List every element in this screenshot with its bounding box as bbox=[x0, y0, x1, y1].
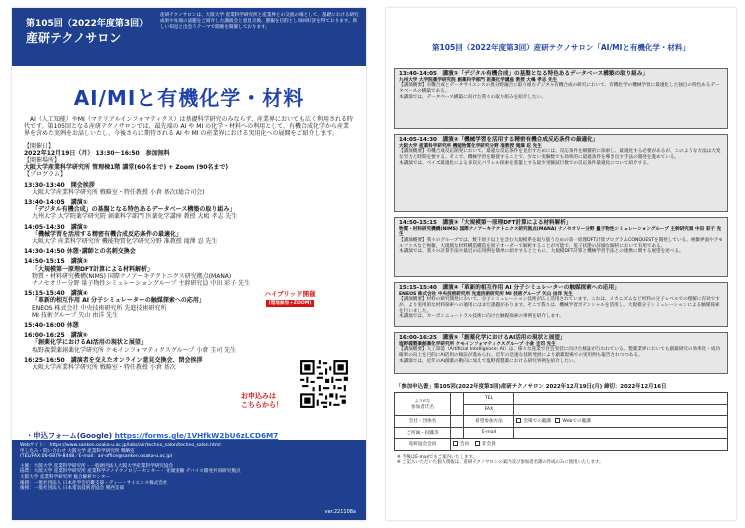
affiliation-field[interactable] bbox=[451, 427, 464, 439]
program-detail: 「革新的相互作用 AI 分子シミュレーターの触媒探索への応用」 bbox=[32, 297, 205, 305]
program-time: 14:05-14:30 講演② bbox=[24, 223, 88, 231]
registration-form bbox=[394, 380, 728, 466]
event-number: 第105回（2022年度第3回） bbox=[26, 19, 149, 29]
talk-box-1 bbox=[394, 68, 728, 129]
event-venue: 大阪大学産業科学研究所 管理棟1階 講堂(60名まで) + Zoom (90名まで) bbox=[24, 164, 229, 172]
organizer-line-1: 主催：大阪大学 産業科学研究所・一般財団法人大阪大学産業科学研究協会 bbox=[20, 463, 174, 469]
participant-name-field[interactable] bbox=[451, 393, 464, 416]
program-detail: ENEOS 株式会社 中央技術研究所 先進技術研究所 bbox=[32, 304, 167, 312]
member-checkbox[interactable] bbox=[453, 441, 458, 446]
participation-method-label: 希望参加方法 bbox=[464, 416, 514, 428]
email-field[interactable] bbox=[514, 427, 728, 439]
apply-callout bbox=[241, 392, 283, 409]
non-member-checkbox[interactable] bbox=[475, 441, 480, 446]
event-name: 産研テクノサロン bbox=[26, 31, 122, 45]
program-detail: 九州大学 大学院薬学研究院 創薬科学部門 医薬化学講座 教授 大嶋 孝志 先生 bbox=[32, 213, 238, 221]
talk-speaker: ENEOS 株式会社 中央技術研究所 先進技術研究所 MI 技術グループ 矢山 由洋 先生 bbox=[399, 291, 573, 297]
program-detail: 大阪大学 産業科学研究所 機能物質化学研究分野 准教授 滝澤 忍 先生 bbox=[32, 238, 218, 246]
talk-note: 本講演では、ベイズ最適化による多次元パラレル探索を基盤とする最少実験試行数での反応条件最適化について紹介する。 bbox=[399, 160, 652, 166]
registration-notes bbox=[394, 455, 728, 466]
participation-method-field: 会場での聴講 Webでの聴講 bbox=[514, 416, 728, 428]
fax-label: FAX bbox=[464, 404, 514, 416]
program-time: 15:15-15:40 講演④ bbox=[24, 290, 88, 298]
talk-note: 本講演では、近年のAI創薬の動向に加えて塩野義製薬における研究事例を紹介したい。 bbox=[399, 358, 579, 364]
footer-banner bbox=[12, 440, 366, 520]
organizer-line-5: 後援：一般社団法人 日本電気技術者協会 関西支部 bbox=[20, 486, 124, 492]
program-detail: MI 技術グループ 矢山 由洋 先生 bbox=[32, 311, 119, 319]
talk-title: 13:40-14:05 講演①「デジタル有機合成」の基盤となる特色あるデータベース構築の取り組み」 bbox=[399, 71, 649, 77]
note-line: ※ ご記入いただいた個人情報は、産研テクノサロンの案内及び参加者名簿の作成のみに使用いたします。 bbox=[397, 460, 604, 466]
flyer-front-page bbox=[12, 8, 366, 520]
hybrid-subtitle: (現地参加＋ZOOM) bbox=[266, 300, 315, 307]
web-label: Webサイト： bbox=[20, 443, 49, 448]
header-banner bbox=[12, 8, 366, 66]
contact-tel: (TEL/FAX:06-6879-8448／E-mail：air-office@sanken.osaka-u.ac.jp) bbox=[20, 454, 173, 460]
member-field: 会員 非会員 bbox=[451, 439, 728, 451]
organizer-line-3: 大阪大学 産業科学研究所 総合解析センター bbox=[20, 474, 111, 480]
back-page-title: 第105回（2022年度第3回）産研テクノサロン「AI/MIと有機化学・材料」 bbox=[432, 43, 690, 52]
program-time: 13:40-14:05 講演① bbox=[24, 199, 88, 207]
program-time: 13:30-13:40 開会挨拶 bbox=[24, 181, 95, 189]
talk-title: 16:00-16:25 講演⑤「創薬化学におけるAI活用の現状と展望」 bbox=[399, 335, 566, 341]
intro-paragraph: AI（人工知能）やMI（マテリアルインフォマティクス）は基礎科学研究のみならず、産業界においても広く利用される時代です。第105回となる産研テクノサロンでは、最先端の AI や MI の化学・材料への利用として、有機合成化学から産業界を含めた実例をお話しいたし、今後さらに期待される AI や MI の産業界における実用化への展開をご紹介します。 bbox=[24, 116, 353, 138]
talk-note: 本講演では、カーボンニュートラル技術に向けた触媒探索の事例を紹介します。 bbox=[399, 314, 564, 320]
program-detail: ナノセオリー分野 量子物性シミュレーショングループ 主幹研究員 中田 彩子 先生 bbox=[32, 280, 251, 288]
company-label: 会社・団体名 bbox=[395, 416, 451, 428]
talk-box-2 bbox=[394, 134, 728, 212]
talk-box-4 bbox=[394, 282, 728, 327]
talk-speaker: 大阪大学 産業科学研究所 機能物質化学研究分野 准教授 滝澤 忍 先生 bbox=[399, 143, 542, 149]
talk-note: 本講演では、データベース構築に向けた我々の取り組みを紹介したい。 bbox=[399, 94, 546, 100]
participant-name-label: ふりがな 参加者氏名 bbox=[395, 393, 451, 416]
program-detail: 物質・材料研究機構(NIMS) 国際ナノアーキテクトニクス研究拠点(MANA) bbox=[32, 272, 232, 280]
page-title: AI/MIと有機化学・材料 bbox=[73, 86, 305, 110]
talk-box-3 bbox=[394, 217, 728, 277]
talk-speaker: 塩野義製薬創薬化学研究所 ケモインフォマティクスグループ 小倉 圭司 先生 bbox=[399, 341, 556, 347]
online-form-label: ・申込フォーム(Google) bbox=[26, 431, 113, 440]
program-detail: 「機械学習を活用する精密有機合成反応条件の最適化」 bbox=[32, 230, 183, 238]
talk-abstract: 【講演概要】有機合成反応開発において、最適な反応条件を見出すためには、反応条件を網羅的に探索し、最適化する必要があるが、このような方法は大変な労力と時間を要する。そこで、機械学習を駆使することで、少ない実験数でも効率的に最適条件を導き出す手法の開発を進めている。 bbox=[399, 149, 721, 160]
online-form-link[interactable]: https://forms.gle/1VHfkW2bU6zLCD6M7 bbox=[114, 431, 279, 440]
company-field[interactable] bbox=[451, 416, 464, 428]
talk-abstract: 【講演概要】有機合成とデータサイエンスの異分野融合に取り組むデジタル有機合成の研究において、有機化学の機械学習に最適化した独自の特色あるデータベースの構築である。 bbox=[399, 83, 720, 94]
website-link[interactable]: https://www.sanken.osaka-u.ac.jp/labs/air/techno_salon/techno_salon.html bbox=[49, 443, 221, 448]
venue-label: 【開催場所】 bbox=[24, 157, 61, 165]
tel-label: TEL bbox=[464, 393, 514, 405]
program-label: 【プログラム】 bbox=[24, 171, 66, 179]
member-label: 産研協会会員 bbox=[395, 439, 451, 451]
program-detail: 「デジタル有機合成」の基盤となる特色あるデータベース構築の取り組み」 bbox=[32, 206, 236, 214]
apply-line-2: こちらから！ bbox=[241, 400, 283, 409]
registration-table bbox=[394, 392, 728, 451]
contact-line: 申し込み・問い合わせ 大阪大学 産業科学研究所 戦略室 bbox=[20, 448, 135, 454]
flyer-body bbox=[24, 116, 354, 371]
talk-title: 14:50-15:15 講演③「大規模第一原理DFT計算による材料解析」 bbox=[399, 220, 572, 226]
event-intro: 産研テクノサロンは、大阪大学 産業科学研究所と産業界との交流の場として、基礎における研究成果や先端の話題をご紹介した講演会と意見交換、懇親を目的とし毎回好評を得ております。新しい知見と出会うテーマで開催を開催しております。 bbox=[160, 13, 359, 30]
talk-abstract: 【講演概要】材料の研究開発において、分子シミュレーション技術が広く活用されています。これは、メカニズムなど材料の分子レベルでの理解に有効ですが、より実用的な材料探索への適用にはまだ課題があります。そこで我々は、機械学習ポテンシャルを活用し、大規模分子シミュレーションによる触媒探索を行いました。 bbox=[399, 297, 720, 314]
talk-abstract: 【講演概要】我々のグループでは、数千原子以上を含む大規模系を取り扱うための第一原理DFT計算プログラムCONQUESTを開発している。複雑界面やアモルファスなど複雑、大規模な材料構造構造を原子オーダーで解析することが可能で、電子状態の詳細な解析において有用である。 bbox=[399, 238, 723, 249]
talk-speaker: 九州大学 大学院薬学研究院 創薬科学部門 医薬化学講座 教授 大嶋 孝志 先生 bbox=[399, 77, 558, 83]
event-date: 2022年12月19日（月） 13:30～16:50 参加無料 bbox=[24, 149, 170, 157]
program-time: 15:40-16:00 休憩 bbox=[24, 322, 79, 330]
organizer-line-2: 協賛：大阪大学 産業科学研究所 産業科学ナノテクノロジーセンター・ 先端実験 デバイス開発共同研究拠点 bbox=[20, 469, 241, 475]
talk-note: 本講演では、我々の計算手法や最近の応用例を簡単に紹介するとともに、大規模DFT計算と機械学習手法との連携に関する展望を述べる。 bbox=[399, 249, 684, 255]
venue-checkbox[interactable] bbox=[516, 418, 521, 423]
fax-field[interactable] bbox=[514, 404, 728, 416]
program-detail: 大阪大学産業科学研究所 戦略室・特任教授 小倉 基次(総合司会) bbox=[32, 188, 205, 196]
hybrid-badge bbox=[252, 290, 328, 307]
talk-abstract: 【講演概要】人工知能（Artificial Intelligence: AI）は、様々な産業で社会実装に向けた検証が行われている。製薬業界においても創薬研究の効率化・成功確率の向上を目的にAI活用の検証が進められ、近年の急速な技術発展により創薬現場での実用例も報告されつつある。 bbox=[399, 347, 721, 358]
web-checkbox[interactable] bbox=[555, 418, 560, 423]
organizer-line-4: 後援：一般社団法人 日本化学会近畿支部・ディー・サイエンス株式会社 bbox=[20, 480, 168, 486]
talk-title: 14:05-14:30 講演②「機械学習を活用する精密有機合成反応条件の最適化」 bbox=[399, 137, 599, 143]
program-time: 16:25-16:50 講演者を交えたオンライン意見交換会、閉会挨拶 bbox=[24, 356, 203, 364]
flyer-back-page bbox=[386, 8, 736, 520]
note-line: ※ 今後はE-mailでもご案内いたします。 bbox=[397, 454, 477, 460]
hybrid-title: ハイブリッド開催 bbox=[264, 290, 316, 298]
email-label: E-mail bbox=[464, 427, 514, 439]
tel-field[interactable] bbox=[514, 393, 728, 405]
program-detail: 大阪大学産業科学研究所 戦略室・特任教授 小倉 基次 bbox=[32, 364, 176, 372]
program-time: 14:50-15:15 講演③ bbox=[24, 258, 88, 266]
qr-code-icon[interactable] bbox=[298, 358, 350, 410]
program-detail: 塩野義製薬創薬化学研究所 ケモインフォマティクスグループ 小倉 圭司 先生 bbox=[32, 346, 237, 354]
date-label: 【開催日】 bbox=[24, 142, 55, 150]
program-detail: 「創薬化学におけるAI活用の現状と展望」 bbox=[32, 339, 147, 347]
version-label: ver.221108a bbox=[324, 509, 356, 516]
program-time: 14:30-14:50 休憩･講師との名刺交換会 bbox=[24, 248, 136, 256]
talk-title: 15:15-15:40 講演④「革新的相互作用 AI 分子シミュレーターの触媒探索への応用」 bbox=[399, 285, 620, 291]
apply-line-1: お申込みは bbox=[241, 392, 276, 400]
program-time: 16:00-16:25 講演⑤ bbox=[24, 332, 88, 340]
talk-speaker: 物質・材料研究機構(NIMS) 国際ナノアーキテクトニクス研究拠点(MANA) ナノセオリー分野 量子物性シミュレーショングループ 主幹研究員 中田 彩子 先生 bbox=[399, 226, 722, 238]
affiliation-label: ご所属・役職等 bbox=[395, 427, 451, 439]
registration-title: 「参加申込書」第105回(2022年度第3回)産研テクノサロン 2022年12月19日(月) 締切：2022年12月16日 bbox=[396, 384, 667, 390]
talk-box-5 bbox=[394, 332, 728, 374]
program-detail: 「大規模第一原理DFT計算による材料解析」 bbox=[32, 265, 154, 273]
program-list bbox=[24, 182, 354, 372]
